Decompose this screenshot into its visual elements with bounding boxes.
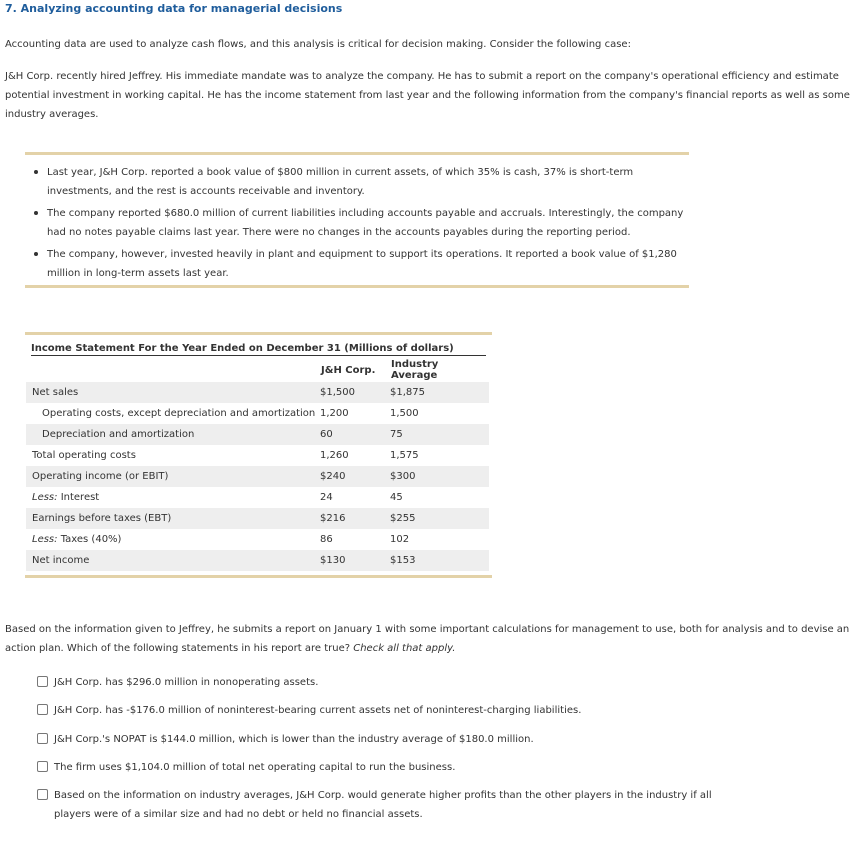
industry-value: $1,875 xyxy=(390,382,489,403)
table-row xyxy=(26,382,489,403)
industry-value: $300 xyxy=(390,466,489,487)
checkbox[interactable] xyxy=(37,704,48,715)
table-row xyxy=(26,424,489,445)
row-label: Net sales xyxy=(26,382,320,403)
income-statement xyxy=(25,332,492,578)
row-label: Earnings before taxes (EBT) xyxy=(26,508,320,529)
header-blank xyxy=(26,358,320,382)
question-body: Based on the information given to Jeffrey, he submits a report on January 1 with some important calculations for management to use, both for analysis and to devise an action plan. Which of the following statements in his report are true? xyxy=(5,624,850,654)
header-industry: Industry Average xyxy=(391,359,439,381)
industry-value: 102 xyxy=(390,534,410,545)
option-label: J&H Corp.'s NOPAT is $144.0 million, which is lower than the industry average of $180.0 million. xyxy=(54,734,534,745)
company-value: $130 xyxy=(320,550,390,571)
row-label xyxy=(26,529,320,550)
row-label-text: Interest xyxy=(57,492,100,503)
option-1[interactable] xyxy=(37,673,737,692)
option-4[interactable] xyxy=(37,758,737,777)
row-label: Operating costs, except depreciation and amortization xyxy=(42,408,316,419)
intro-text: Accounting data are used to analyze cash flows, and this analysis is critical for decision making. Consider the following case: xyxy=(5,39,631,50)
table-row xyxy=(26,403,489,424)
checkbox[interactable] xyxy=(37,761,48,772)
industry-value: 1,500 xyxy=(390,408,419,419)
info-bullet: The company, however, invested heavily in plant and equipment to support its operations. It reported a book value of $1,280 million in long-term assets last year. xyxy=(34,245,689,283)
option-label: Based on the information on industry averages, J&H Corp. would generate higher profits than the other players in the industry if all players were of a similar size and had no debt or held no financial assets. xyxy=(54,790,712,820)
option-5[interactable] xyxy=(37,786,737,824)
option-3[interactable] xyxy=(37,730,737,749)
company-value: 24 xyxy=(320,492,333,503)
industry-value: 1,575 xyxy=(390,450,419,461)
company-value: $216 xyxy=(320,508,390,529)
info-bullet: Last year, J&H Corp. reported a book value of $800 million in current assets, of which 35% is cash, 37% is short-term investments, and the rest is accounts receivable and inventory. xyxy=(34,163,689,201)
row-label: Operating income (or EBIT) xyxy=(26,466,320,487)
company-value: 86 xyxy=(320,534,333,545)
case-text: J&H Corp. recently hired Jeffrey. His immediate mandate was to analyze the company. He has to submit a report on the company's operational efficiency and estimate potential investment in working capital. He has the income statement from last year and the following information from the company's financial reports as well as some industry averages. xyxy=(5,71,850,120)
row-label-text: Taxes (40%) xyxy=(57,534,122,545)
table-row xyxy=(26,487,489,508)
option-label: J&H Corp. has -$176.0 million of noninterest-bearing current assets net of noninterest-charging liabilities. xyxy=(54,705,582,716)
question-text xyxy=(5,620,855,658)
industry-value: 45 xyxy=(390,492,403,503)
option-label: J&H Corp. has $296.0 million in nonoperating assets. xyxy=(54,677,319,688)
table-row xyxy=(26,466,489,487)
less-prefix: Less: xyxy=(32,492,58,503)
less-prefix: Less: xyxy=(32,534,58,545)
table-row xyxy=(26,445,489,466)
info-bullet: The company reported $680.0 million of current liabilities including accounts payable and accruals. Interestingly, the company had no notes payable claims last year. There were no changes in the accounts payables during the reporting period. xyxy=(34,204,689,242)
option-2[interactable] xyxy=(37,701,737,720)
industry-value: $255 xyxy=(390,508,489,529)
company-value: 1,200 xyxy=(320,408,349,419)
table-row xyxy=(26,529,489,550)
row-label: Net income xyxy=(26,550,320,571)
checkbox[interactable] xyxy=(37,676,48,687)
table-row xyxy=(26,508,489,529)
option-label: The firm uses $1,104.0 million of total net operating capital to run the business. xyxy=(54,762,456,773)
page-title: 7. Analyzing accounting data for managerial decisions xyxy=(5,2,343,15)
row-label: Depreciation and amortization xyxy=(26,424,320,445)
table-row xyxy=(26,550,489,571)
header-company: J&H Corp. xyxy=(321,364,376,376)
company-value: 60 xyxy=(320,424,390,445)
checkbox[interactable] xyxy=(37,789,48,800)
checkbox[interactable] xyxy=(37,733,48,744)
income-statement-table xyxy=(26,358,489,571)
info-box xyxy=(25,152,689,288)
company-value: 1,260 xyxy=(320,450,349,461)
income-statement-title: Income Statement For the Year Ended on December 31 (Millions of dollars) xyxy=(31,343,486,356)
company-value: $240 xyxy=(320,466,390,487)
row-label xyxy=(26,487,320,508)
row-label: Total operating costs xyxy=(32,450,136,461)
industry-value: $153 xyxy=(390,550,489,571)
question-hint: Check all that apply. xyxy=(353,643,456,654)
industry-value: 75 xyxy=(390,424,489,445)
company-value: $1,500 xyxy=(320,382,390,403)
